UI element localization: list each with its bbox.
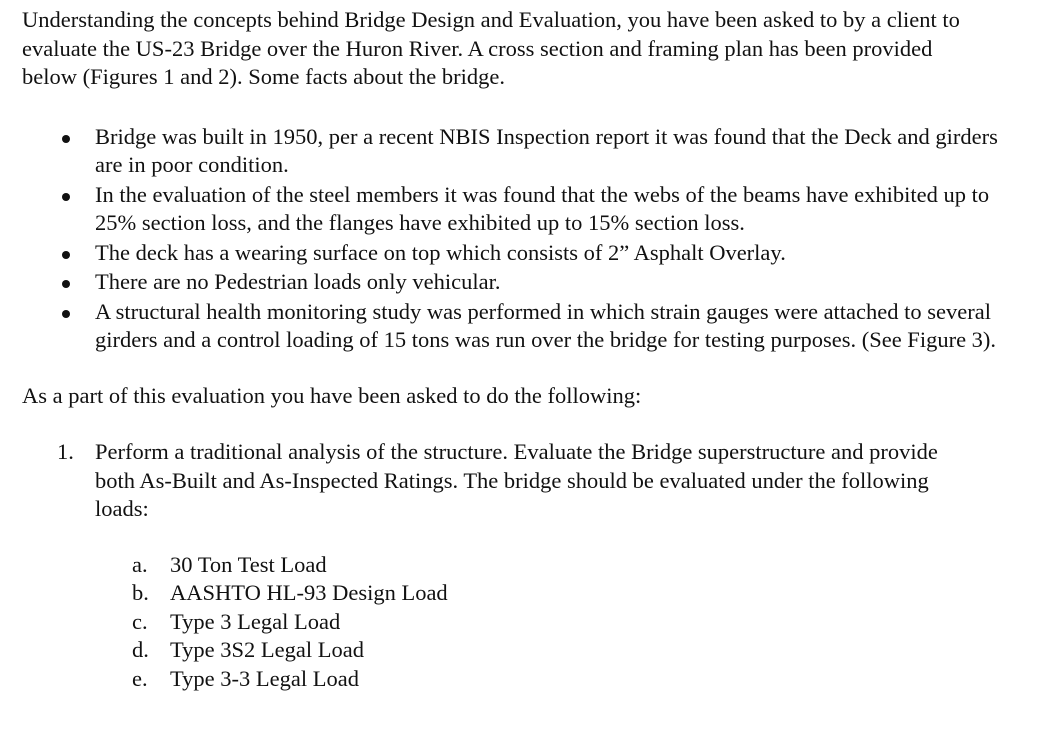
task-list <box>22 438 1022 524</box>
intro-paragraph: Understanding the concepts behind Bridge Design and Evaluation, you have been asked to by a client to evaluate the US-23 Bridge over the Huron River. A cross section and framing plan has been provided below (Figures 1 and 2). Some facts about the bridge. <box>22 7 960 89</box>
list-item <box>22 239 1022 268</box>
task-number: 1. <box>57 439 74 464</box>
load-text: Type 3S2 Legal Load <box>170 637 364 662</box>
bullet-icon <box>62 251 70 259</box>
list-item <box>22 123 1022 180</box>
document-body <box>22 6 1022 693</box>
load-item <box>22 636 1022 665</box>
bullet-icon <box>62 280 70 288</box>
load-letter: d. <box>132 637 149 662</box>
load-text: 30 Ton Test Load <box>170 551 327 577</box>
list-item <box>22 298 1022 355</box>
load-list <box>22 551 1022 694</box>
load-text: Type 3 Legal Load <box>170 608 341 634</box>
load-item <box>22 579 1022 608</box>
load-item <box>22 608 1022 637</box>
bullet-icon <box>62 310 70 318</box>
task-item <box>22 438 965 524</box>
bullet-icon <box>62 193 70 201</box>
list-item-text: Bridge was built in 1950, per a recent NBIS Inspection report it was found that the Deck and girders are in poor condition. <box>95 123 998 177</box>
load-letter: c. <box>132 608 148 634</box>
load-text: AASHTO HL-93 Design Load <box>170 580 448 605</box>
bridge-facts-list <box>22 123 1022 355</box>
list-item-text: In the evaluation of the steel members it was found that the webs of the beams have exhibited up to 25% section loss, and the flanges have exhibited up to 15% section loss. <box>95 181 990 235</box>
load-text: Type 3-3 Legal Load <box>170 665 359 691</box>
task-text: Perform a traditional analysis of the structure. Evaluate the Bridge superstructure and provide both As-Built and As-Inspected Ratings. The bridge should be evaluated under the following loads: <box>95 439 938 521</box>
list-item <box>22 181 1005 238</box>
load-letter: a. <box>132 551 148 577</box>
load-letter: b. <box>132 580 149 605</box>
load-item <box>22 551 1022 580</box>
list-item-text: A structural health monitoring study was performed in which strain gauges were attached to several girders and a control loading of 15 tons was run over the bridge for testing purposes. (See Figure 3). <box>95 298 997 352</box>
list-item <box>22 268 1022 297</box>
load-item <box>22 665 1022 694</box>
lead-paragraph: As a part of this evaluation you have been asked to do the following: <box>22 382 642 408</box>
bullet-icon <box>62 135 70 143</box>
list-item-text: There are no Pedestrian loads only vehicular. <box>95 269 501 294</box>
list-item-text: The deck has a wearing surface on top which consists of 2” Asphalt Overlay. <box>95 239 786 265</box>
load-letter: e. <box>132 665 148 691</box>
